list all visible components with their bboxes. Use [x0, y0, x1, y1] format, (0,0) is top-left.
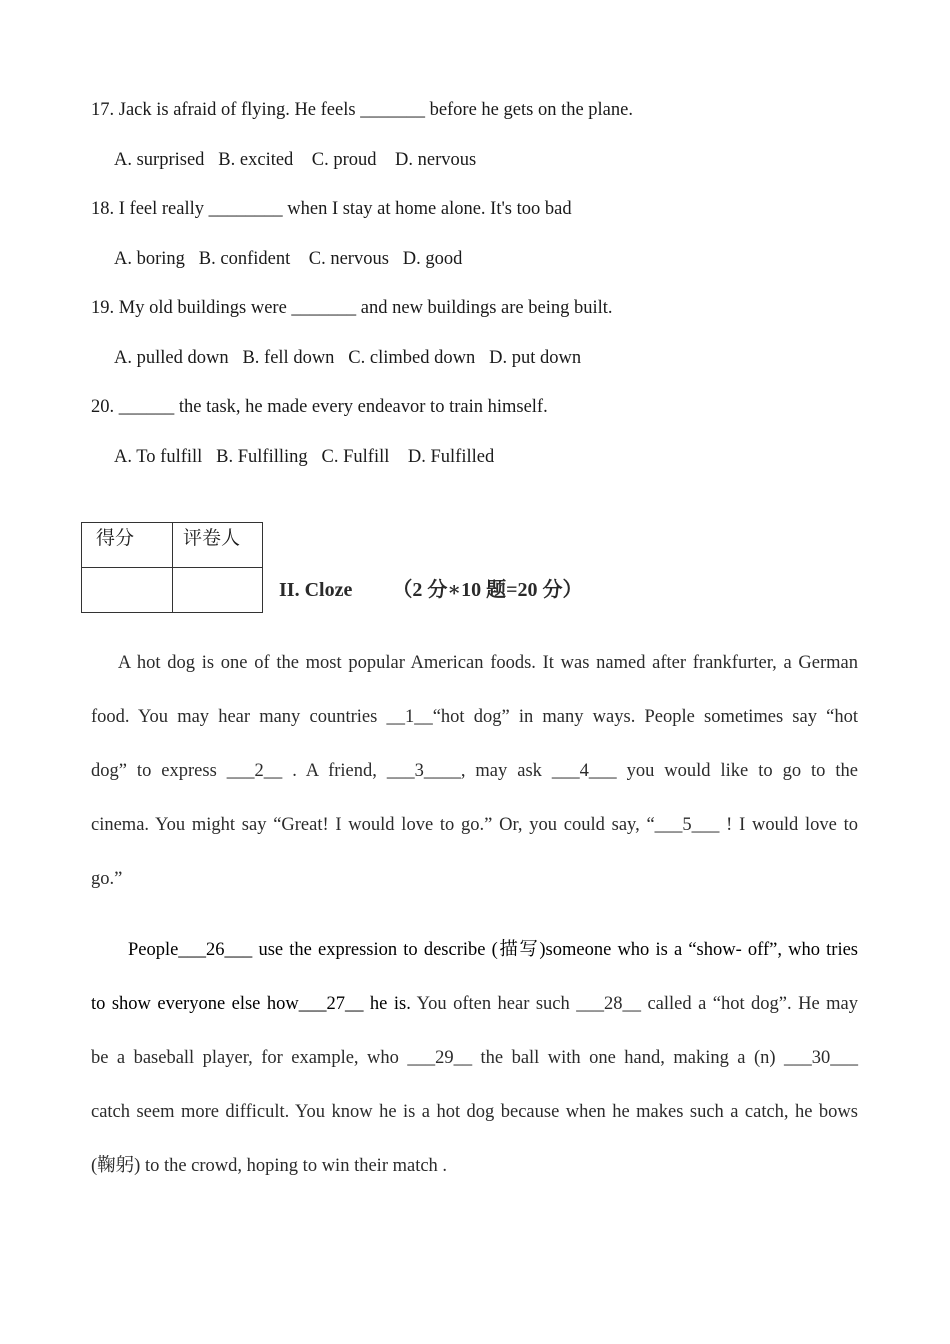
passage-line: (鞠躬) to the crowd, hoping to win their match .	[91, 1156, 448, 1176]
question-17: 17. Jack is afraid of flying. He feels _______ before he gets on the plane.	[91, 100, 633, 120]
passage-line: catch seem more difficult. You know he is a hot dog because when he makes such a catch, he bows	[91, 1102, 858, 1122]
question-18: 18. I feel really ________ when I stay at home alone. It's too bad	[91, 199, 572, 219]
passage-line: food. You may hear many countries __1__“hot dog” in many ways. People sometimes say “hot	[91, 707, 858, 727]
score-table	[81, 522, 263, 613]
passage-line: A hot dog is one of the most popular American foods. It was named after frankfurter, a German	[91, 653, 858, 673]
section-title: II. Cloze （2 分∗10 题=20 分）	[279, 579, 583, 601]
question-18-options: A. boring B. confident C. nervous D. good	[114, 249, 463, 269]
passage-line: be a baseball player, for example, who ___29__ the ball with one hand, making a (n) ___30___	[91, 1048, 858, 1068]
grader-cell	[173, 568, 263, 613]
question-19: 19. My old buildings were _______ and new buildings are being built.	[91, 298, 613, 318]
score-cell	[82, 568, 173, 613]
passage-line: People___26___ use the expression to describe (描写)someone who is a “show- off”, who tries	[91, 940, 859, 960]
cloze-passage-2	[91, 935, 858, 1205]
grader-header: 评卷人	[173, 523, 263, 568]
question-17-options: A. surprised B. excited C. proud D. nervous	[114, 150, 477, 170]
question-20: 20. ______ the task, he made every endeavor to train himself.	[91, 397, 548, 417]
passage-line: go.”	[91, 869, 123, 889]
passage-line: cinema. You might say “Great! I would love to go.” Or, you could say, “___5___ ! I would love to	[91, 815, 858, 835]
cloze-passage-1	[91, 648, 858, 918]
score-header: 得分	[82, 523, 173, 568]
passage-line	[91, 989, 858, 1043]
passage-segment: You often hear such ___28__ called a “hot dog”. He may	[410, 994, 858, 1014]
passage-segment: to show everyone else how___27__ he is.	[91, 994, 411, 1014]
question-20-options: A. To fulfill B. Fulfilling C. Fulfill D. Fulfilled	[114, 447, 495, 467]
question-19-options: A. pulled down B. fell down C. climbed down D. put down	[114, 348, 582, 368]
passage-line: dog” to express ___2__ . A friend, ___3____, may ask ___4___ you would like to go to the	[91, 761, 858, 781]
